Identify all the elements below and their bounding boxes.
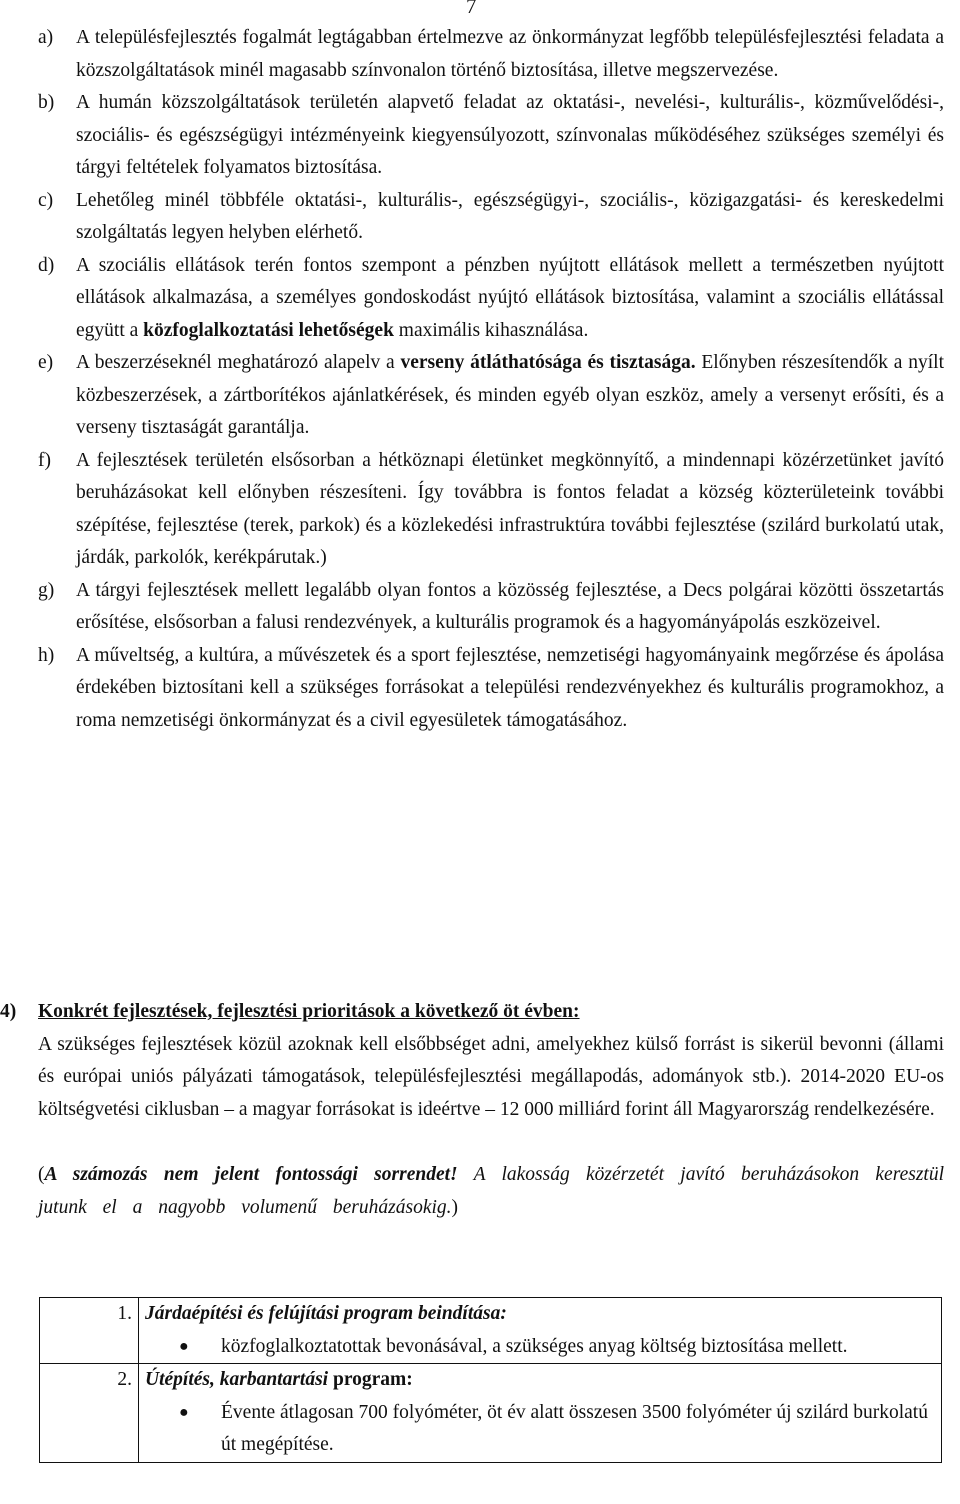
table-row bbox=[40, 1364, 942, 1463]
bullet-icon: ● bbox=[179, 1403, 189, 1421]
priority-title: Útépítés, karbantartási bbox=[145, 1369, 329, 1390]
list-item-text: A fejlesztések területén elsősorban a hétköznapi életünket megkönnyítő, a mindennapi közérzetünket javító beruházásokat kell előnyben részesíteni. Így továbbra is fontos feladat a község közterületeink további szépítése, fejlesztése (terek, parkok) és a közlekedési infrastruktúra további fejlesztése (szilárd burkolatú utak, járdák, parkolók, kerékpárutak.) bbox=[76, 449, 944, 568]
page-number: 7 bbox=[466, 0, 477, 18]
priority-title: Járdaépítési és felújítási program beindítása: bbox=[145, 1303, 507, 1324]
list-item-emphasis: verseny átláthatósága és tisztasága. bbox=[400, 352, 696, 373]
list-item-label: d) bbox=[38, 254, 55, 276]
list-item bbox=[38, 347, 944, 445]
list-item-text: A tárgyi fejlesztések mellett legalább olyan fontos a közösség fejlesztése, a Decs polgárai közötti összetartás erősítése, elsősorban a falusi rendezvények, a kulturális programok és a hagyományápolás eszközeivel. bbox=[76, 579, 944, 633]
priority-heading bbox=[145, 1364, 931, 1397]
section-note bbox=[38, 1159, 944, 1224]
priority-cell bbox=[139, 1298, 942, 1364]
list-item-text: Lehetőleg minél többféle oktatási-, kulturális-, egészségügyi-, szociális-, közigazgatási- és kereskedelmi szolgáltatás legyen helyben elérhető. bbox=[76, 189, 944, 243]
section-body: A szükséges fejlesztések közül azoknak kell elsőbbséget adni, amelyekhez külső forrást is sikerül bevonni (állami és európai uniós pályázati támogatások, településfejlesztési megállapodás, adományok stb.). 2014-2020 EU-os költségvetési ciklusban – a magyar forrásokat is ideértve – 12 000 milliárd forint áll Magyarország rendelkezésére. bbox=[38, 1033, 944, 1120]
list-item-text bbox=[76, 250, 944, 348]
list-item bbox=[38, 640, 944, 738]
list-item-label: e) bbox=[38, 352, 54, 373]
list-item-label: c) bbox=[38, 189, 54, 211]
bullet-text: közfoglalkoztatottak bevonásával, a szükséges anyag költség biztosítása mellett. bbox=[221, 1335, 848, 1357]
list-item-label: a) bbox=[38, 27, 54, 48]
bullet-icon: ● bbox=[179, 1337, 189, 1355]
note-paren-open: ( bbox=[38, 1164, 45, 1185]
list-item-text: A településfejlesztés fogalmát legtágabban értelmezve az önkormányzat legfőbb településfejlesztési feladata a közszolgáltatások minél magasabb színvonalon történő biztosítása, illetve megszervezése. bbox=[76, 27, 944, 81]
list-item-emphasis: közfoglalkoztatási lehetőségek bbox=[143, 319, 394, 341]
list-item-label: b) bbox=[38, 92, 55, 113]
bullet-item bbox=[179, 1397, 931, 1462]
note-text: A lakosság közérzetét javító beruházásokon keresztül jutunk el a nagyobb volumenű beruházásokig. bbox=[38, 1164, 944, 1218]
principles-list bbox=[38, 22, 944, 737]
list-item-label: h) bbox=[38, 644, 55, 666]
list-item-text-part: A beszerzéseknél meghatározó alapelv a bbox=[76, 352, 401, 373]
list-item bbox=[38, 87, 944, 185]
section-4 bbox=[0, 996, 944, 1224]
note-paren-close: ) bbox=[451, 1196, 459, 1218]
section-title: Konkrét fejlesztések, fejlesztési prioritások a következő öt évben: bbox=[38, 1001, 580, 1022]
bullet-item bbox=[179, 1331, 931, 1364]
priority-title-suffix: program: bbox=[328, 1369, 413, 1390]
table-row bbox=[40, 1298, 942, 1364]
priority-number: 1. bbox=[40, 1298, 139, 1364]
priority-cell bbox=[139, 1364, 942, 1463]
section-heading bbox=[0, 996, 944, 1029]
list-item bbox=[38, 250, 944, 348]
list-item bbox=[38, 445, 944, 575]
list-item-text-part: Előnyben részesítendők a nyílt közbeszerzések, a zártborítékos ajánlatkérések, és minden egyéb olyan eszköz, amely a versenyt erősíti, és a verseny tisztaságát garantálja. bbox=[76, 352, 944, 438]
list-item-text-part: A szociális ellátások terén fontos szempont a pénzben nyújtott ellátások mellett a természetben nyújtott ellátások alkalmazása, a személyes gondoskodást nyújtó ellátások biztosítása, valamint a szociális ellátással együtt a bbox=[76, 254, 944, 341]
list-item bbox=[38, 185, 944, 250]
list-item-text bbox=[76, 347, 944, 445]
priorities-table bbox=[39, 1297, 942, 1463]
list-item-text-part: maximális kihasználása. bbox=[393, 319, 589, 341]
note-emphasis: A számozás nem jelent fontossági sorrendet! bbox=[44, 1164, 458, 1185]
bullet-text: Évente átlagosan 700 folyóméter, öt év alatt összesen 3500 folyóméter új szilárd burkolatú út megépítése. bbox=[221, 1401, 928, 1455]
section-number: 4) bbox=[0, 1001, 17, 1022]
list-item-text: A műveltség, a kultúra, a művészetek és a sport fejlesztése, nemzetiségi hagyományaink megőrzése és ápolása érdekében biztosítani kell a szükséges forrásokat a települési rendezvényekhez és kulturális programokhoz, a roma nemzetiségi önkormányzat és a civil egyesületek támogatásához. bbox=[76, 644, 944, 731]
priority-heading bbox=[145, 1298, 931, 1331]
list-item-text: A humán közszolgáltatások területén alapvető feladat az oktatási-, nevelési-, kulturális-, közművelődési-, szociális- és egészségügyi intézményeink kiegyensúlyozott, színvonalas működéséhez szükséges személyi és tárgyi feltételek folyamatos biztosítása. bbox=[76, 92, 944, 178]
list-item-label: f) bbox=[38, 449, 51, 471]
list-item bbox=[38, 22, 944, 87]
list-item-label: g) bbox=[38, 579, 55, 601]
priority-number: 2. bbox=[40, 1364, 139, 1463]
list-item bbox=[38, 575, 944, 640]
